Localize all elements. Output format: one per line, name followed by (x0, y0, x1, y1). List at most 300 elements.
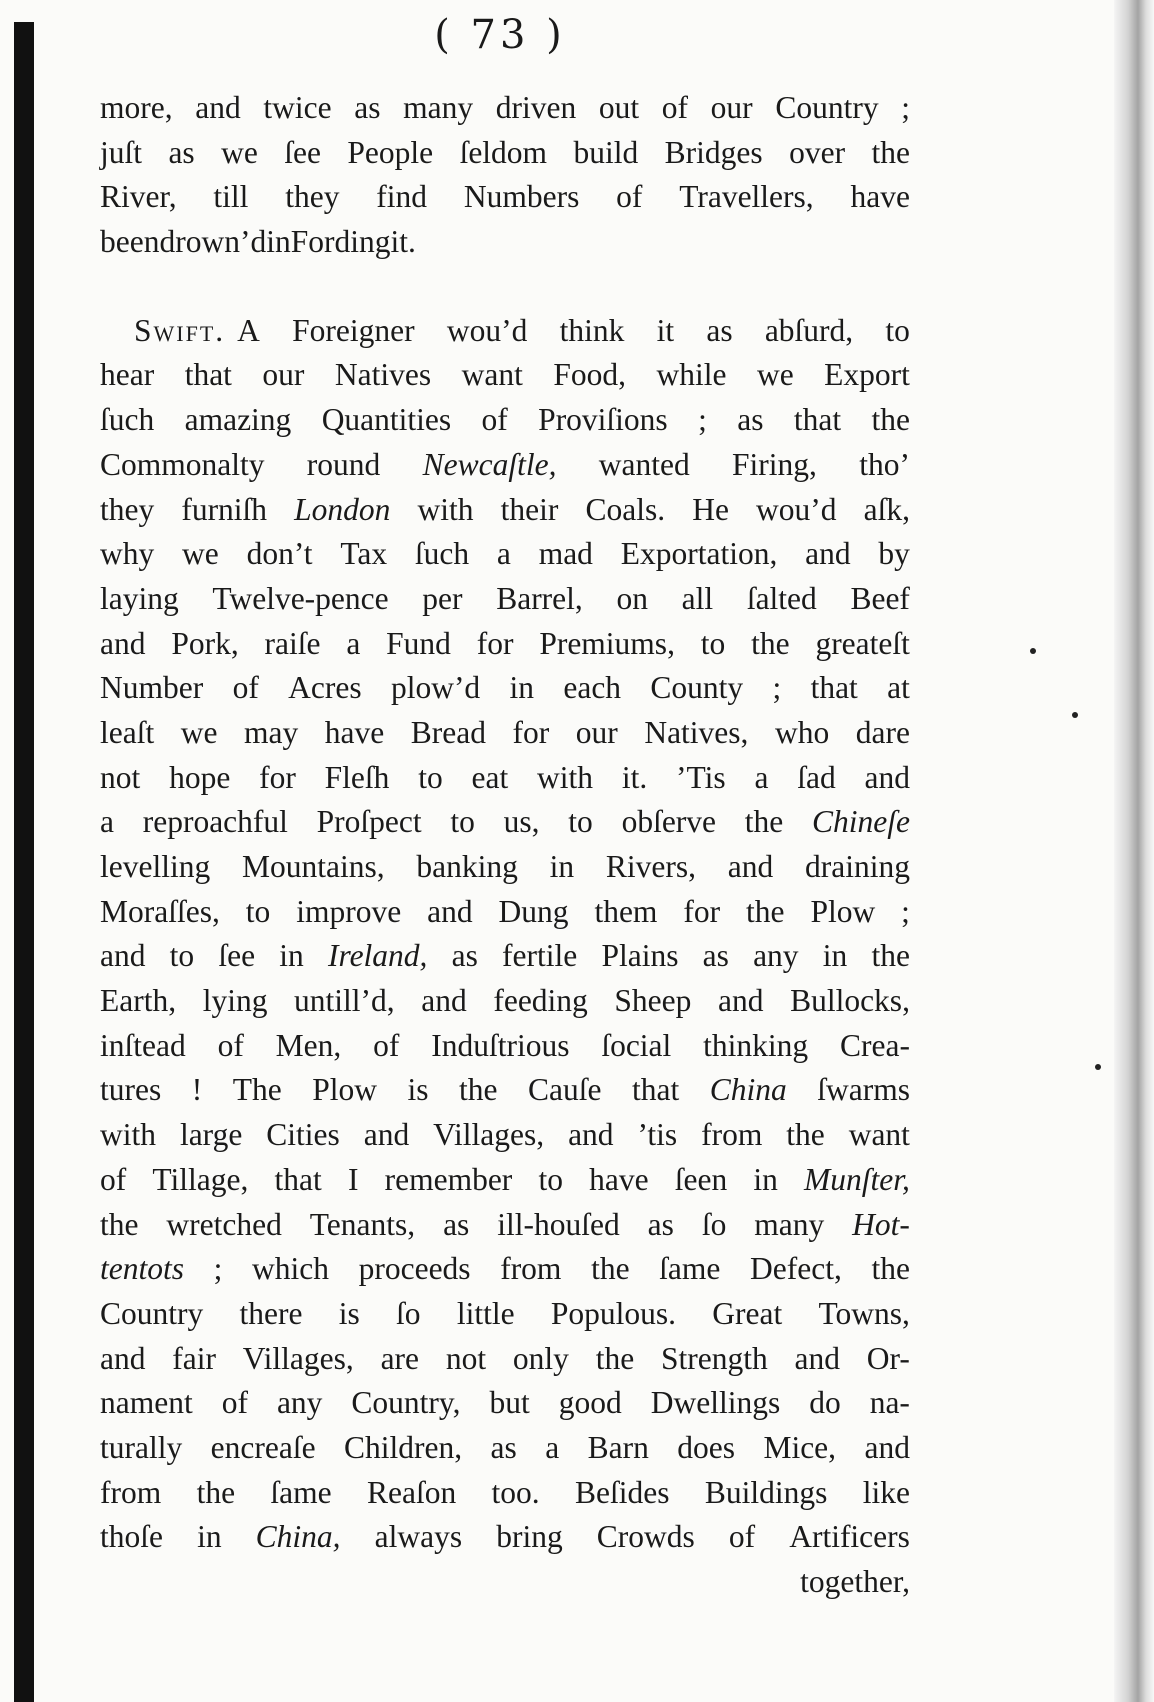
word: Beef (850, 580, 910, 616)
word: China, (255, 1519, 341, 1555)
word: and (100, 938, 146, 974)
word: from (701, 1117, 763, 1153)
word: driven (495, 90, 577, 125)
ink-speck (1030, 648, 1036, 654)
word: for (512, 714, 550, 750)
text-line (100, 845, 910, 890)
word: a (496, 536, 511, 572)
word: is (338, 1295, 360, 1331)
word: but (489, 1385, 530, 1421)
word: Men, (275, 1027, 342, 1063)
word: want (461, 357, 523, 393)
word: by (878, 536, 910, 572)
text-line-first (100, 309, 910, 354)
word: the (871, 1251, 910, 1287)
word: of (100, 1161, 127, 1197)
word: of (217, 1027, 244, 1063)
word: Mountains, (241, 849, 385, 884)
word: the (786, 1117, 825, 1153)
word: Food, (553, 357, 626, 393)
paragraph-gap (100, 265, 910, 309)
first-line-text (237, 309, 910, 354)
word: twice (263, 90, 332, 125)
word: that (184, 357, 232, 393)
word: and (864, 1429, 910, 1465)
word: plow’d (390, 670, 481, 706)
word: of (373, 1027, 400, 1063)
word: Villages, (242, 1340, 354, 1376)
word: Populous. (550, 1295, 676, 1331)
word: Travellers, (679, 179, 814, 215)
word: ſuch (414, 536, 470, 572)
text-line (100, 1471, 910, 1516)
word: of (616, 179, 643, 215)
word: many (403, 90, 474, 125)
text-line (100, 532, 910, 577)
word: Numbers (463, 179, 580, 215)
word: think (559, 312, 625, 348)
word: they (285, 179, 340, 215)
word: Tax (340, 536, 388, 572)
word: may (244, 714, 299, 750)
word: more, (100, 90, 173, 125)
word: encreaſe (210, 1429, 316, 1465)
word: as (490, 1429, 517, 1465)
word: Cities (266, 1117, 340, 1153)
text-line (100, 353, 910, 398)
word: a (346, 625, 361, 661)
word: and (100, 1340, 146, 1376)
word: Natives (334, 357, 432, 393)
word: as (737, 402, 764, 438)
word: a (754, 759, 769, 795)
word: are (380, 1340, 420, 1376)
word: ſee (284, 134, 321, 170)
word: ſalted (746, 580, 817, 616)
text-line (100, 1337, 910, 1382)
word: Dwellings (650, 1385, 781, 1421)
word: wou’d (446, 312, 528, 348)
word: that (793, 402, 842, 438)
word: to (885, 312, 910, 348)
word: laying (100, 580, 179, 616)
word: Great (712, 1295, 783, 1331)
text-line (100, 1247, 910, 1292)
word: have (324, 714, 385, 750)
word: untill’d, (294, 983, 395, 1019)
word: mad (538, 536, 593, 572)
word: in (279, 938, 304, 974)
word: it. (621, 759, 648, 795)
text-line (100, 622, 910, 667)
word: ; (901, 893, 910, 929)
word: reproachful (142, 804, 288, 840)
word: ; (772, 670, 782, 706)
text-line (100, 711, 910, 756)
word: County (650, 670, 744, 706)
word: and (794, 1340, 840, 1376)
word: ’tis (637, 1117, 678, 1153)
word: Natives, (644, 714, 749, 750)
word: per (422, 580, 463, 616)
word: on (616, 580, 648, 616)
word: to (700, 625, 726, 661)
word: the (595, 1340, 635, 1376)
word: too. (491, 1474, 540, 1510)
word: banking (416, 849, 518, 884)
word: ſo (396, 1295, 421, 1331)
word: to (169, 938, 195, 974)
word: us, (503, 804, 540, 840)
word: draining (804, 849, 910, 884)
word: not (100, 759, 141, 795)
word: from (100, 1474, 162, 1510)
word: Mice, (763, 1429, 837, 1465)
word: do (809, 1385, 841, 1421)
word: for (683, 893, 721, 929)
word: Villages, (433, 1117, 545, 1153)
word: with (100, 1117, 157, 1153)
word: not (445, 1340, 487, 1376)
word: while (656, 357, 727, 393)
word: remember (384, 1161, 513, 1197)
word: furniſh (181, 491, 268, 527)
word: na- (869, 1385, 910, 1421)
word: any (753, 938, 799, 974)
word: People (347, 134, 434, 170)
word: Country, (351, 1385, 461, 1421)
speaker-name: Swift. (134, 312, 226, 348)
word: Moraſſes, (100, 893, 220, 929)
word: Munſter, (804, 1161, 910, 1197)
word: levelling (100, 849, 211, 884)
ink-speck (1072, 712, 1078, 718)
text-line (100, 756, 910, 801)
text-line (100, 1292, 910, 1337)
word: Acres (288, 670, 362, 706)
word: obſerve (621, 804, 717, 840)
word: tures (100, 1072, 162, 1108)
word: have (850, 179, 910, 215)
page-number: ( 73 ) (434, 12, 566, 58)
word: that (631, 1072, 680, 1108)
word: and (421, 983, 467, 1019)
word: leaſt (100, 714, 155, 750)
text-line (100, 1426, 910, 1471)
word: proceeds (358, 1251, 471, 1287)
word: eat (471, 759, 509, 795)
word: Firing, (732, 446, 817, 482)
word: nament (100, 1385, 193, 1421)
word: round (306, 446, 381, 482)
word: their (500, 491, 559, 527)
word: to (450, 804, 475, 840)
word: it. (390, 224, 416, 260)
text-line (100, 979, 910, 1024)
word: don’t (246, 536, 313, 572)
word: Coals. (585, 491, 666, 527)
word: our (262, 357, 305, 393)
word: as (702, 938, 729, 974)
catchword-line (100, 1560, 910, 1605)
word: Country (775, 90, 879, 125)
word: Number (100, 670, 204, 706)
word: to (245, 893, 271, 929)
word: Chineſe (812, 804, 910, 840)
word: Beſides (575, 1474, 670, 1510)
text-line (100, 577, 910, 622)
word: to (538, 1161, 563, 1197)
word: raiſe (264, 625, 321, 661)
word: as (443, 1206, 470, 1242)
word: and (717, 983, 764, 1019)
word: dare (855, 714, 910, 750)
text-line (100, 1113, 910, 1158)
text-line (100, 1024, 910, 1069)
text-line (100, 175, 910, 220)
word: we (756, 357, 794, 393)
word: Premiums, (539, 625, 675, 661)
word: to (418, 759, 443, 795)
word: little (456, 1295, 515, 1331)
word: Towns, (818, 1295, 910, 1331)
word: greateſt (815, 625, 910, 661)
word: the (591, 1251, 630, 1287)
word: each (563, 670, 622, 706)
word: ill-houſed (497, 1206, 620, 1242)
word: Artificers (789, 1519, 910, 1555)
word: large (179, 1117, 243, 1153)
text-line (100, 131, 910, 176)
word: turally (100, 1429, 183, 1465)
word: with (417, 491, 474, 527)
word: as (706, 312, 733, 348)
word: the (459, 1072, 498, 1108)
word: ſocial (601, 1027, 672, 1063)
word: Fleſh (324, 759, 390, 795)
word: a (545, 1429, 560, 1465)
word: that (810, 670, 858, 706)
word: Plow (312, 1072, 377, 1108)
catchword: together, (800, 1564, 910, 1599)
text-line (100, 1158, 910, 1203)
text-line (100, 1068, 910, 1113)
word: juſt (100, 134, 143, 170)
word: to (568, 804, 593, 840)
word: ; (901, 90, 910, 125)
word: for (259, 759, 296, 795)
word: of (232, 670, 259, 706)
word: Children, (343, 1429, 463, 1465)
word: of (728, 1519, 756, 1555)
word: have (589, 1161, 649, 1197)
word: our (710, 90, 753, 125)
word: our (575, 714, 618, 750)
word: Foreigner (292, 312, 415, 348)
word: wanted (598, 446, 690, 482)
word: as (354, 90, 381, 125)
word: why (100, 536, 155, 572)
text-line (100, 1515, 910, 1560)
word: Commonalty (100, 446, 265, 482)
word: ſwarms (817, 1072, 910, 1108)
word: till (213, 179, 249, 215)
word: Fording (290, 224, 391, 260)
word: ſo (701, 1206, 727, 1242)
word: of (221, 1385, 248, 1421)
word: Dung (498, 893, 569, 929)
word: tentots (100, 1251, 184, 1287)
word: that (274, 1161, 322, 1197)
word: hope (169, 759, 231, 795)
page-edge-shadow (1114, 0, 1154, 1702)
text-line (100, 220, 910, 265)
word: fair (172, 1340, 216, 1376)
word: China (709, 1072, 787, 1108)
word: Cauſe (528, 1072, 602, 1108)
word: fertile (502, 938, 578, 974)
word: who (774, 714, 830, 750)
word: Quantities (321, 402, 452, 438)
word: in (266, 224, 291, 260)
word: Export (824, 357, 910, 393)
word: in (753, 1161, 778, 1197)
text-line (100, 443, 910, 488)
text-line (100, 86, 910, 131)
body-text (100, 86, 910, 1605)
word: The (232, 1072, 282, 1108)
word: the (196, 1474, 236, 1510)
text-line (100, 1203, 910, 1248)
word: a (100, 804, 114, 840)
word: Bullocks, (790, 983, 910, 1019)
word: abſurd, (764, 312, 854, 348)
word: as (647, 1206, 674, 1242)
word: Bridges (664, 134, 763, 170)
word: and (568, 1117, 614, 1153)
text-line (100, 398, 910, 443)
word: ; (698, 402, 707, 438)
word: all (681, 580, 714, 616)
word: lying (202, 983, 268, 1019)
word: Strength (660, 1340, 768, 1376)
word: Pork, (171, 625, 239, 661)
word: like (862, 1474, 910, 1510)
word: bring (496, 1519, 563, 1555)
word: and (100, 625, 146, 661)
word: want (848, 1117, 910, 1153)
word: them (594, 893, 658, 929)
word: Barn (587, 1429, 649, 1465)
word: we (182, 536, 219, 572)
word: improve (296, 893, 402, 929)
word: River, (100, 179, 177, 215)
word: we (221, 134, 258, 170)
word: ’Tis (676, 759, 726, 795)
word: Or- (866, 1340, 910, 1376)
word: the (744, 804, 784, 840)
word: and (195, 90, 241, 125)
word: Country (100, 1295, 204, 1331)
word: wou’d (756, 491, 837, 527)
word: Tenants, (309, 1206, 416, 1242)
word: hear (100, 357, 155, 393)
word: good (558, 1385, 622, 1421)
word: in (197, 1519, 222, 1555)
ink-speck (1095, 1064, 1101, 1070)
word: of (481, 402, 508, 438)
word: Tillage, (152, 1161, 249, 1197)
binding-shadow (14, 22, 34, 1702)
word: Proviſions (538, 402, 668, 438)
word: build (573, 134, 639, 170)
word: and (427, 893, 473, 929)
word: find (376, 179, 428, 215)
word: from (500, 1251, 562, 1287)
word: I (347, 1161, 359, 1197)
word: only (512, 1340, 569, 1376)
word: ſad (797, 759, 836, 795)
word: in (822, 938, 848, 974)
word: in (549, 849, 575, 884)
word: wretched (166, 1206, 282, 1242)
word: for (476, 625, 514, 661)
text-line (100, 890, 910, 935)
word: Proſpect (316, 804, 422, 840)
word: Bread (410, 714, 486, 750)
word: Exportation, (620, 536, 778, 572)
word: thinking (703, 1027, 809, 1063)
word: ! (191, 1072, 203, 1108)
word: which (252, 1251, 329, 1287)
text-line (100, 934, 910, 979)
word: Plains (601, 938, 679, 974)
word: amazing (184, 402, 292, 438)
word: aſk, (863, 491, 910, 527)
word: Earth, (100, 983, 177, 1019)
word: Crea- (839, 1027, 910, 1063)
word: been (100, 224, 160, 260)
word: drown’d (159, 224, 267, 260)
word: and (864, 759, 910, 795)
word: and (805, 536, 851, 572)
word: Sheep (614, 983, 692, 1019)
word: thoſe (100, 1519, 163, 1555)
word: over (789, 134, 846, 170)
word: the (751, 625, 790, 661)
word: in (509, 670, 535, 706)
word: Buildings (704, 1474, 828, 1510)
word: at (887, 670, 910, 706)
word: ſame (659, 1251, 721, 1287)
word: London (294, 491, 391, 527)
word: with (537, 759, 594, 795)
word: Rivers, (605, 849, 696, 884)
text-line (100, 800, 910, 845)
word: Reaſon (366, 1474, 457, 1510)
word: ſeen (674, 1161, 728, 1197)
word: the (100, 1206, 139, 1242)
word: they (100, 491, 155, 527)
word: inſtead (100, 1027, 186, 1063)
word: it (656, 312, 675, 348)
text-line (100, 488, 910, 533)
word: He (692, 491, 729, 527)
word: ſame (270, 1474, 332, 1510)
word: ſeldom (459, 134, 548, 170)
word: many (754, 1206, 825, 1242)
word: the (871, 402, 910, 438)
